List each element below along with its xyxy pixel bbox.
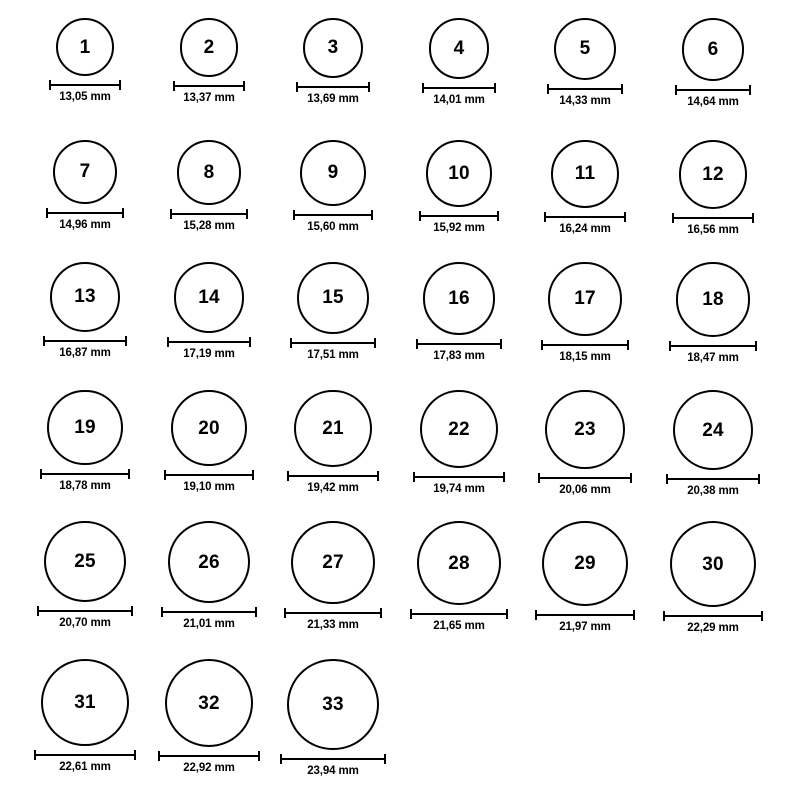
ring-size-cell [25, 140, 145, 231]
ring-circle [165, 659, 253, 747]
ring-size-cell [273, 140, 393, 233]
ring-size-cell [149, 262, 269, 360]
diameter-measure-bar [161, 607, 257, 616]
diameter-measure-bar [544, 212, 626, 221]
ring-circle [297, 262, 369, 334]
diameter-label: 17,19 mm [183, 347, 235, 360]
ring-size-number: 4 [453, 37, 465, 59]
ring-size-cell [149, 140, 269, 232]
ring-size-number: 10 [448, 162, 470, 184]
diameter-measure-bar [410, 609, 508, 618]
ring-size-cell [399, 390, 519, 495]
ring-size-cell [399, 18, 519, 106]
ring-circle [303, 18, 363, 78]
diameter-measure-bar [173, 81, 246, 90]
diameter-label: 18,78 mm [59, 480, 111, 493]
ring-size-cell [149, 521, 269, 630]
ring-size-cell [273, 521, 393, 631]
diameter-label: 13,37 mm [183, 91, 235, 104]
ring-size-cell [653, 262, 773, 364]
diameter-measure-bar [167, 337, 252, 346]
diameter-measure-bar [535, 610, 634, 619]
ring-circle [670, 521, 756, 607]
ring-size-cell [525, 390, 645, 496]
ring-size-cell [525, 18, 645, 107]
diameter-label: 20,70 mm [59, 617, 111, 630]
diameter-measure-bar [541, 340, 629, 349]
diameter-label: 22,29 mm [687, 622, 739, 635]
diameter-label: 14,33 mm [559, 94, 611, 107]
diameter-measure-bar [422, 83, 497, 92]
diameter-measure-bar [296, 82, 370, 91]
ring-circle [56, 18, 114, 76]
ring-size-number: 2 [203, 36, 215, 58]
ring-size-number: 11 [574, 163, 596, 185]
diameter-measure-bar [672, 213, 755, 222]
ring-size-number: 1 [79, 36, 91, 58]
ring-size-number: 9 [327, 162, 339, 184]
diameter-label: 18,15 mm [559, 350, 611, 363]
ring-size-cell [25, 18, 145, 103]
ring-size-number: 18 [702, 288, 724, 310]
diameter-label: 14,64 mm [687, 95, 739, 108]
ring-size-number: 15 [322, 287, 344, 309]
ring-size-number: 13 [74, 286, 96, 308]
ring-size-cell [25, 262, 145, 359]
ring-size-cell [273, 262, 393, 361]
diameter-label: 21,33 mm [307, 619, 359, 632]
ring-size-cell [25, 659, 145, 773]
ring-size-number: 25 [74, 551, 96, 573]
ring-size-cell [653, 521, 773, 634]
diameter-measure-bar [46, 208, 124, 217]
ring-size-number: 32 [198, 692, 220, 714]
ring-circle [50, 262, 120, 332]
diameter-label: 15,92 mm [433, 221, 485, 234]
ring-circle [676, 262, 751, 337]
ring-circle [177, 140, 242, 205]
diameter-measure-bar [284, 608, 381, 617]
diameter-measure-bar [49, 80, 121, 89]
diameter-measure-bar [287, 471, 378, 480]
ring-size-number: 5 [579, 38, 591, 60]
ring-circle [168, 521, 250, 603]
diameter-label: 21,97 mm [559, 621, 611, 634]
diameter-label: 16,87 mm [59, 346, 111, 359]
ring-size-cell [653, 140, 773, 236]
ring-size-number: 8 [203, 161, 215, 183]
ring-size-number: 29 [574, 553, 596, 575]
diameter-label: 15,28 mm [183, 219, 235, 232]
ring-size-number: 20 [198, 417, 220, 439]
ring-circle [420, 390, 498, 468]
ring-circle [300, 140, 366, 206]
diameter-measure-bar [416, 339, 503, 348]
diameter-measure-bar [290, 338, 376, 347]
ring-size-number: 22 [448, 418, 470, 440]
diameter-measure-bar [280, 754, 385, 763]
diameter-label: 18,47 mm [687, 351, 739, 364]
diameter-label: 14,96 mm [59, 218, 111, 231]
diameter-label: 20,06 mm [559, 484, 611, 497]
ring-circle [545, 390, 624, 469]
diameter-measure-bar [547, 84, 623, 93]
ring-size-number: 16 [448, 287, 470, 309]
ring-circle [426, 140, 493, 207]
diameter-label: 17,83 mm [433, 349, 485, 362]
ring-size-cell [149, 390, 269, 493]
diameter-measure-bar [675, 85, 752, 94]
ring-size-cell [653, 18, 773, 108]
ring-circle [180, 18, 239, 77]
diameter-label: 14,01 mm [433, 93, 485, 106]
ring-size-number: 33 [322, 694, 344, 716]
ring-circle [548, 262, 622, 336]
ring-circle [47, 390, 122, 465]
ring-size-cell [399, 140, 519, 234]
ring-size-number: 23 [574, 419, 596, 441]
ring-size-cell [25, 390, 145, 492]
ring-size-cell [525, 262, 645, 363]
diameter-measure-bar [663, 611, 763, 620]
ring-circle [682, 18, 745, 81]
ring-size-cell [273, 18, 393, 105]
ring-size-cell [399, 521, 519, 632]
ring-size-cell [525, 140, 645, 235]
ring-circle [551, 140, 619, 208]
ring-size-number: 3 [327, 37, 339, 59]
ring-circle [423, 262, 496, 335]
ring-size-cell [653, 390, 773, 497]
ring-size-cell [273, 659, 393, 777]
ring-size-number: 17 [574, 288, 596, 310]
diameter-label: 22,92 mm [183, 762, 235, 775]
ring-circle [41, 659, 128, 746]
ring-size-number: 27 [322, 552, 344, 574]
ring-size-number: 30 [702, 553, 724, 575]
ring-size-cell [273, 390, 393, 494]
diameter-label: 13,69 mm [307, 92, 359, 105]
diameter-label: 16,24 mm [559, 222, 611, 235]
diameter-measure-bar [293, 210, 373, 219]
diameter-label: 15,60 mm [307, 220, 359, 233]
ring-size-cell [525, 521, 645, 633]
ring-circle [429, 18, 490, 79]
ring-size-cell [149, 659, 269, 774]
diameter-measure-bar [413, 472, 505, 481]
ring-circle [53, 140, 117, 204]
ring-circle [291, 521, 374, 604]
ring-size-cell [149, 18, 269, 104]
diameter-label: 21,01 mm [183, 618, 235, 631]
diameter-label: 23,94 mm [307, 765, 359, 778]
diameter-measure-bar [158, 751, 260, 760]
diameter-measure-bar [666, 474, 760, 483]
diameter-measure-bar [538, 473, 631, 482]
ring-size-number: 12 [702, 163, 724, 185]
ring-circle [542, 521, 627, 606]
ring-size-number: 28 [448, 552, 470, 574]
ring-circle [294, 390, 371, 467]
ring-size-number: 19 [74, 417, 96, 439]
ring-size-cell [399, 262, 519, 362]
ring-circle [287, 659, 378, 750]
diameter-label: 20,38 mm [687, 485, 739, 498]
ring-size-number: 24 [702, 419, 724, 441]
ring-size-number: 14 [198, 286, 220, 308]
diameter-label: 21,65 mm [433, 620, 485, 633]
ring-size-number: 7 [79, 161, 91, 183]
ring-circle [417, 521, 501, 605]
diameter-label: 22,61 mm [59, 761, 111, 774]
ring-circle [679, 140, 748, 209]
ring-circle [554, 18, 616, 80]
ring-size-cell [25, 521, 145, 629]
diameter-label: 13,05 mm [59, 91, 111, 103]
diameter-measure-bar [34, 750, 135, 759]
diameter-label: 19,74 mm [433, 483, 485, 496]
diameter-measure-bar [419, 211, 500, 220]
diameter-measure-bar [669, 341, 758, 350]
ring-size-number: 26 [198, 551, 220, 573]
diameter-label: 19,10 mm [183, 481, 235, 494]
ring-circle [673, 390, 753, 470]
ring-circle [171, 390, 247, 466]
diameter-label: 19,42 mm [307, 482, 359, 495]
diameter-measure-bar [164, 470, 254, 479]
diameter-measure-bar [37, 606, 132, 615]
ring-size-number: 31 [74, 692, 96, 714]
diameter-label: 16,56 mm [687, 223, 739, 236]
diameter-measure-bar [40, 469, 129, 478]
diameter-label: 17,51 mm [307, 348, 359, 361]
diameter-measure-bar [170, 209, 249, 218]
ring-circle [44, 521, 125, 602]
ring-size-number: 21 [322, 418, 344, 440]
diameter-measure-bar [43, 336, 127, 345]
ring-circle [174, 262, 245, 333]
ring-size-number: 6 [707, 38, 719, 60]
